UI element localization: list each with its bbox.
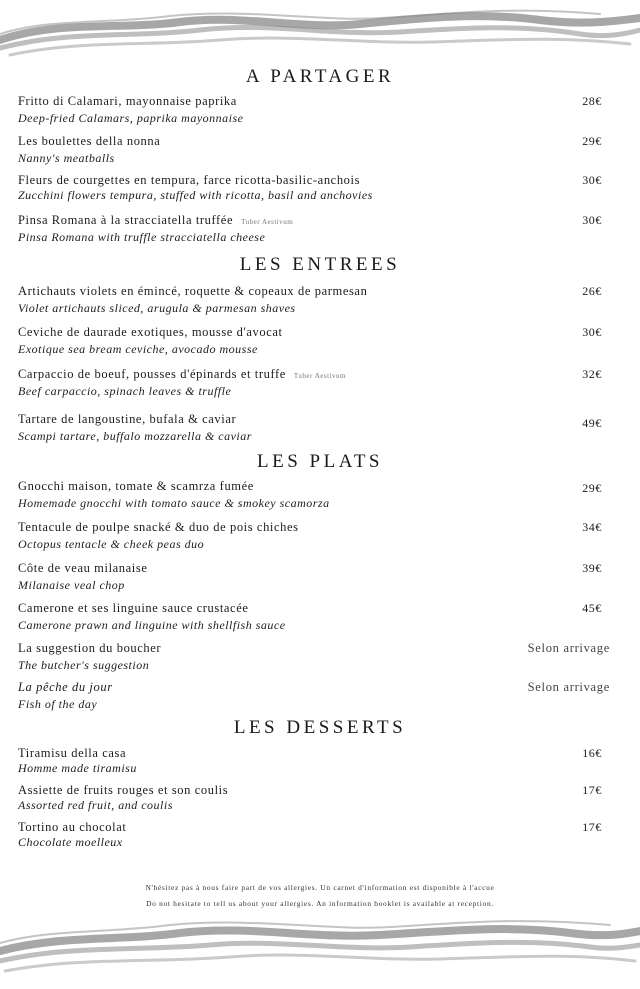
section-title-les-entrees: LES ENTREES [239, 254, 401, 275]
dish-price: 32€ [582, 367, 602, 381]
dish-name: La suggestion du boucher [18, 641, 162, 655]
dish-description: Camerone prawn and linguine with shellfish sauce [18, 618, 286, 632]
dish-name: Tortino au chocolat [18, 820, 127, 834]
menu-item [18, 783, 614, 813]
dish-name: Assiette de fruits rouges et son coulis [18, 783, 229, 797]
dish-name: Tentacule de poulpe snacké & duo de pois chiches [18, 520, 299, 534]
dish-description: Homemade gnocchi with tomato sauce & smokey scamorza [18, 496, 330, 510]
dish-price: 49€ [582, 416, 602, 430]
dish-name: Tartare de langoustine, bufala & caviar [18, 412, 237, 426]
dish-price: 16€ [582, 746, 602, 760]
dish-description: Octopus tentacle & cheek peas duo [18, 537, 205, 551]
dish-price: 29€ [582, 134, 602, 148]
menu-item [18, 284, 614, 316]
menu-item [18, 412, 614, 444]
truffle-variety-note: Tuber Aestivum [241, 218, 294, 226]
dish-name: Carpaccio de boeuf, pousses d'épinards et truffe [18, 367, 286, 381]
dish-name: Ceviche de daurade exotiques, mousse d'avocat [18, 325, 283, 339]
menu-item [18, 479, 614, 511]
dish-price: 30€ [582, 173, 602, 187]
dish-price: 17€ [582, 820, 602, 834]
dish-price: 26€ [582, 284, 602, 298]
dish-description: The butcher's suggestion [18, 658, 150, 672]
menu-item [18, 601, 614, 633]
dish-description: Nanny's meatballs [18, 151, 115, 165]
dish-price: 30€ [582, 213, 602, 227]
dish-description: Assorted red fruit, and coulis [18, 798, 173, 812]
menu-item [18, 680, 614, 712]
dish-name: La pêche du jour [18, 680, 113, 694]
dish-name: Camerone et ses linguine sauce crustacée [18, 601, 249, 615]
menu-item [18, 367, 614, 399]
dish-description: Deep-fried Calamars, paprika mayonnaise [18, 111, 244, 125]
menu-item [18, 325, 614, 357]
menu-item [18, 173, 614, 203]
allergy-notice-en: Do not hesitate to tell us about your allergies. An information booklet is available at reception. [146, 899, 494, 908]
truffle-variety-note: Tuber Aestivum [293, 372, 346, 380]
menu-item [18, 520, 614, 552]
menu-item [18, 820, 614, 850]
dish-price: 39€ [582, 561, 602, 575]
dish-name: Côte de veau milanaise [18, 561, 148, 575]
bottom-wave-decoration [0, 905, 640, 989]
menu-item [18, 94, 614, 126]
menu-item [18, 561, 614, 593]
menu-item [18, 746, 614, 776]
dish-description: Exotique sea bream ceviche, avocado mousse [18, 342, 258, 356]
section-title-les-desserts: LES DESSERTS [233, 717, 407, 738]
dish-description: Milanaise veal chop [18, 578, 125, 592]
dish-description: Scampi tartare, buffalo mozzarella & caviar [18, 429, 252, 443]
dish-name: Pinsa Romana à la stracciatella truffée [18, 213, 234, 227]
dish-price: Selon arrivage [527, 641, 610, 655]
dish-description: Chocolate moelleux [18, 835, 123, 849]
dish-description: Fish of the day [18, 697, 98, 711]
dish-description: Zucchini flowers tempura, stuffed with ricotta, basil and anchovies [18, 188, 373, 202]
dish-description: Homme made tiramisu [18, 761, 137, 775]
dish-description: Pinsa Romana with truffle stracciatella cheese [18, 230, 266, 244]
dish-price: 34€ [582, 520, 602, 534]
section-title-les-plats: LES PLATS [257, 451, 383, 472]
menu-item [18, 213, 614, 245]
dish-price: 29€ [582, 481, 602, 495]
dish-price: 28€ [582, 94, 602, 108]
dish-price: 30€ [582, 325, 602, 339]
dish-name: Fritto di Calamari, mayonnaise paprika [18, 94, 237, 108]
dish-name: Fleurs de courgettes en tempura, farce ricotta-basilic-anchois [18, 173, 361, 187]
dish-price: Selon arrivage [527, 680, 610, 694]
menu-item [18, 641, 614, 673]
dish-price: 17€ [582, 783, 602, 797]
dish-price: 45€ [582, 601, 602, 615]
dish-description: Beef carpaccio, spinach leaves & truffle [18, 384, 232, 398]
allergy-notice-fr: N'hésitez pas à nous faire part de vos allergies. Un carnet d'information est disponible à l'accue [145, 883, 495, 892]
menu-item [18, 134, 614, 166]
dish-name: Gnocchi maison, tomate & scamrza fumée [18, 479, 254, 493]
top-wave-decoration [0, 0, 640, 70]
section-title-a-partager: A PARTAGER [245, 66, 395, 87]
dish-name: Tiramisu della casa [18, 746, 127, 760]
dish-name: Les boulettes della nonna [18, 134, 161, 148]
dish-name: Artichauts violets en émincé, roquette & copeaux de parmesan [18, 284, 368, 298]
dish-description: Violet artichauts sliced, arugula & parmesan shaves [18, 301, 296, 315]
